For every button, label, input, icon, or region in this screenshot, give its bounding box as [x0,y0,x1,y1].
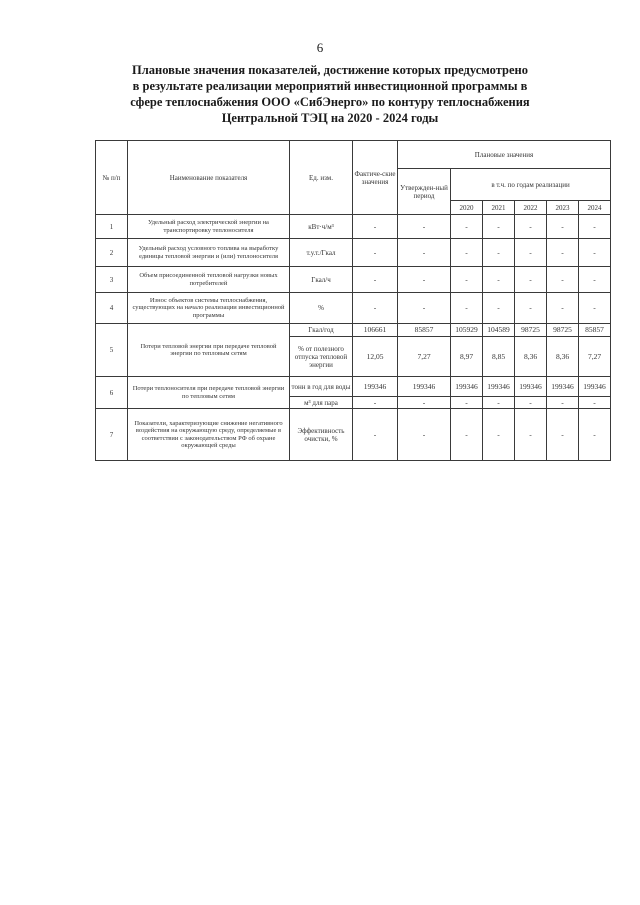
row-num: 7 [96,409,128,461]
row-approved: - [398,409,451,461]
header-num: № п/п [96,141,128,215]
row-year-value: - [547,215,579,239]
row-year-value: - [451,215,483,239]
row-year-value: - [483,239,515,267]
row-actual: 106661 [353,324,398,337]
row-unit: % от полезного отпуска тепловой энергии [290,337,353,377]
row-unit: Эффективность очистки, % [290,409,353,461]
row-year-value: - [515,293,547,324]
row-name: Объем присоединенной тепловой нагрузки новых потребителей [128,267,290,293]
row-year-value: - [483,397,515,409]
row-year-value: - [547,397,579,409]
row-year-value: 8,97 [451,337,483,377]
row-year-value: - [483,267,515,293]
row-year-value: 8,36 [515,337,547,377]
row-actual: - [353,215,398,239]
row-year-value: 85857 [579,324,611,337]
row-unit: % [290,293,353,324]
row-name: Показатели, характеризующие снижение негативного воздействия на окружающую среду, определяемые в соответствии с законодательством РФ об охране окружающей среды [128,409,290,461]
row-year-value: - [515,267,547,293]
row-year-value: - [547,267,579,293]
row-year-value: - [579,397,611,409]
header-actual: Фактиче-ские значения [353,141,398,215]
row-num: 3 [96,267,128,293]
row-year-value: 98725 [515,324,547,337]
row-year-value: 8,36 [547,337,579,377]
row-actual: 12,05 [353,337,398,377]
table-row [96,324,611,337]
row-name: Износ объектов системы теплоснабжения, существующих на начало реализации инвестиционной программы [128,293,290,324]
row-approved: 85857 [398,324,451,337]
row-num: 1 [96,215,128,239]
row-approved: - [398,397,451,409]
row-num: 2 [96,239,128,267]
header-year: 2022 [515,201,547,215]
row-year-value: 199346 [451,377,483,397]
row-year-value: 8,85 [483,337,515,377]
row-year-value: 199346 [515,377,547,397]
row-year-value: - [483,215,515,239]
row-num: 6 [96,377,128,409]
row-approved: - [398,267,451,293]
row-actual: - [353,409,398,461]
row-year-value: 199346 [483,377,515,397]
indicators-table [95,140,611,461]
row-year-value: - [579,409,611,461]
row-name: Удельный расход электрической энергии на транспортировку теплоносителя [128,215,290,239]
row-unit: Гкал/год [290,324,353,337]
title-line: Плановые значения показателей, достижение которых предусмотрено [132,63,528,77]
row-year-value: - [547,409,579,461]
row-year-value: - [451,239,483,267]
row-unit: тонн в год для воды [290,377,353,397]
table-row [96,239,611,267]
row-name: Потери теплоносителя при передаче тепловой энергии по тепловым сетям [128,377,290,409]
row-actual: - [353,293,398,324]
row-approved: - [398,239,451,267]
row-year-value: - [451,293,483,324]
row-num: 4 [96,293,128,324]
row-year-value: 199346 [547,377,579,397]
row-approved: 7,27 [398,337,451,377]
row-year-value: 199346 [579,377,611,397]
header-year: 2020 [451,201,483,215]
row-year-value: 7,27 [579,337,611,377]
row-unit: т.у.т./Гкал [290,239,353,267]
header-planned: Плановые значения [398,141,611,169]
row-year-value: 105929 [451,324,483,337]
row-year-value: - [579,267,611,293]
row-year-value: - [547,293,579,324]
row-name: Удельный расход условного топлива на выработку единицы тепловой энергии и (или) теплоносителя [128,239,290,267]
row-year-value: - [579,293,611,324]
row-year-value: - [515,215,547,239]
header-year: 2021 [483,201,515,215]
row-approved: - [398,215,451,239]
row-year-value: - [515,239,547,267]
row-year-value: - [579,215,611,239]
title-line: Центральной ТЭЦ на 2020 - 2024 годы [221,111,439,125]
row-year-value: 104589 [483,324,515,337]
row-actual: 199346 [353,377,398,397]
row-year-value: - [483,293,515,324]
table-row [96,409,611,461]
page-number: 6 [316,40,324,55]
table-row [96,215,611,239]
header-by-years: в т.ч. по годам реализации [451,169,611,201]
table-row [96,267,611,293]
row-actual: - [353,239,398,267]
header-unit: Ед. изм. [290,141,353,215]
row-year-value: - [451,267,483,293]
table-row [96,293,611,324]
row-unit: Гкал/ч [290,267,353,293]
row-year-value: 98725 [547,324,579,337]
row-unit: м³ для пара [290,397,353,409]
row-year-value: - [451,409,483,461]
document-title [100,62,560,126]
row-year-value: - [515,397,547,409]
row-actual: - [353,267,398,293]
title-line: в результате реализации мероприятий инвестиционной программы в [132,79,528,93]
row-year-value: - [579,239,611,267]
header-name: Наименование показателя [128,141,290,215]
row-unit: кВт·ч/м³ [290,215,353,239]
row-actual: - [353,397,398,409]
header-approved: Утвержден-ный период [398,169,451,215]
table-row [96,377,611,397]
row-year-value: - [451,397,483,409]
header-year: 2024 [579,201,611,215]
row-year-value: - [483,409,515,461]
row-year-value: - [515,409,547,461]
row-name: Потери тепловой энергии при передаче тепловой энергии по тепловым сетям [128,324,290,377]
title-line: сфере теплоснабжения ООО «СибЭнерго» по контуру теплоснабжения [130,95,530,109]
row-approved: 199346 [398,377,451,397]
row-year-value: - [547,239,579,267]
row-num: 5 [96,324,128,377]
row-approved: - [398,293,451,324]
header-year: 2023 [547,201,579,215]
